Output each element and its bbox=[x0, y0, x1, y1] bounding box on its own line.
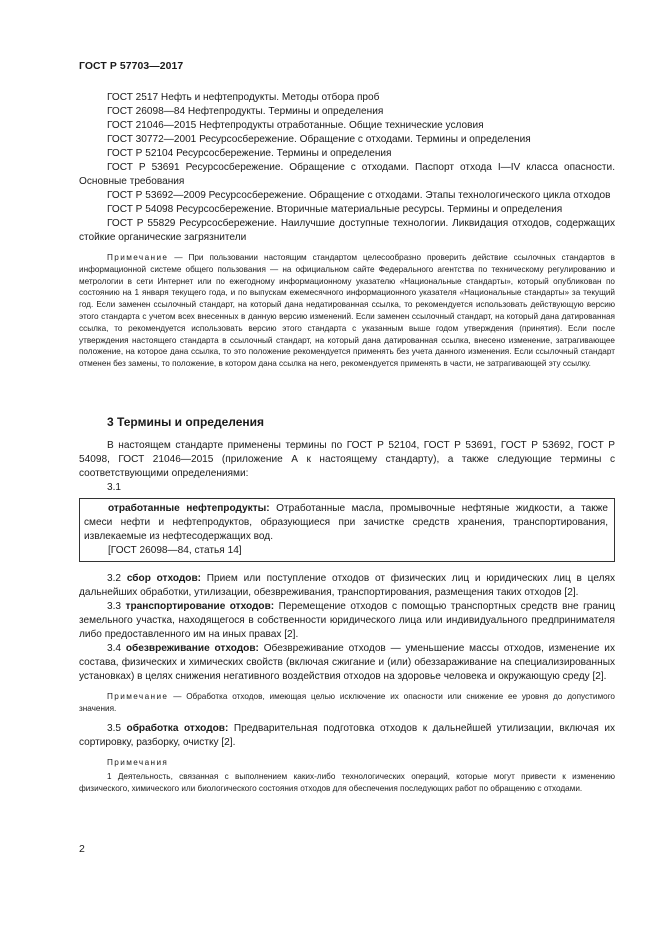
term-number: 3.3 bbox=[107, 600, 126, 612]
term-3-1-definition: Отработанные масла, промывочные нефтяные жидкости, а также смеси нефти и нефтепродуктов, образующиеся при зачистке средств хранения, транспортирования, извлекаемые из нефтесодержащих вод. bbox=[84, 502, 608, 542]
page-content bbox=[79, 91, 615, 795]
note-text: — Обработка отходов, имеющая целью исключение их опасности или снижение ее уровня до допустимого значения. bbox=[79, 691, 615, 713]
reference-item: ГОСТ 30772—2001 Ресурсосбережение. Обращение с отходами. Термины и определения bbox=[107, 134, 531, 145]
normative-references bbox=[79, 91, 615, 245]
notes-label: Примечания bbox=[107, 757, 169, 767]
term-3-4 bbox=[79, 642, 615, 684]
term-3-5-note-1: 1 Деятельность, связанная с выполнением каких-либо технологических операций, которые могут привести к изменению физического, химического или биологического состояния отходов для обеспечения последующих работ по обращению с отходами. bbox=[79, 772, 615, 794]
reference-item: ГОСТ Р 54098 Ресурсосбережение. Вторичные материальные ресурсы. Термины и определения bbox=[107, 204, 563, 215]
note-text: — При пользовании настоящим стандартом целесообразно проверить действие ссылочных стандартов в информационной системе общего пользования — на официальном сайте Федерального агентства по техническому регулированию и метрологии в сети Интернет или по ежегодному информационному указателю «Национальные стандарты», который опубликован по состоянию на 1 января текущего года, и по выпускам ежемесячного информационного указателя «Национальные стандарты» за текущий год. Если заменен ссылочный стандарт, на который дана недатированная ссылка, то рекомендуется использовать действующую версию этого стандарта с учетом всех внесенных в данную версию изменений. Если заменен ссылочный стандарт, на который дана датированная ссылка, то рекомендуется использовать версию этого стандарта с указанным выше годом утверждения (принятия). Если после утверждения настоящего стандарта в ссылочный стандарт, на который дана датированная ссылка, внесено изменение, затрагивающее положение, на которое дана ссылка, то это положение рекомендуется применять без учета данного изменения. Если ссылочный стандарт отменен без замены, то положение, в котором дана ссылка на него, рекомендуется применять в части, не затрагивающей эту ссылку. bbox=[79, 253, 615, 369]
reference-item: ГОСТ 26098—84 Нефтепродукты. Термины и определения bbox=[107, 106, 384, 117]
section-title: 3 Термины и определения bbox=[107, 414, 265, 429]
note-label: Примечание bbox=[107, 253, 169, 262]
section-intro: В настоящем стандарте применены термины по ГОСТ Р 52104, ГОСТ Р 53691, ГОСТ Р 53692, ГОСТ Р 54098, ГОСТ 21046—2015 (приложение А к настоящему стандарту), а также следующие термины с соответствующими определениями: bbox=[79, 439, 615, 479]
reference-item: ГОСТ Р 53691 Ресурсосбережение. Обращение с отходами. Паспорт отхода I—IV класса опасности. Основные требования bbox=[79, 162, 615, 187]
term-number: 3.2 bbox=[107, 572, 127, 584]
reference-item: ГОСТ 2517 Нефть и нефтепродукты. Методы отбора проб bbox=[107, 92, 380, 103]
term-3-4-note bbox=[79, 691, 615, 715]
term-definition: Предварительная подготовка отходов к дальнейшей утилизации, включая их сортировку, разборку, очистку [2]. bbox=[79, 722, 616, 748]
term-3-2 bbox=[79, 572, 615, 600]
term-name: обработка отходов: bbox=[126, 722, 229, 734]
term-name: сбор отходов: bbox=[126, 572, 202, 584]
page-number: 2 bbox=[79, 843, 85, 855]
standard-header: ГОСТ Р 57703—2017 bbox=[79, 61, 184, 72]
term-3-3 bbox=[79, 600, 615, 642]
term-definition: Обезвреживание отходов — уменьшение массы отходов, изменение их состава, физических и химических свойств (включая сжигание и (или) обеззараживание на специализированных установках) в целях снижения негативного воздействия отходов на здоровье человека и окружающую среду [2]. bbox=[79, 642, 615, 682]
references-note bbox=[79, 252, 615, 370]
term-definition: Перемещение отходов с помощью транспортных средств вне границ земельного участка, находящегося в собственности юридического лица или индивидуального предпринимателя либо предоставленного им на иных правах [2]. bbox=[79, 600, 615, 640]
term-definition: Прием или поступление отходов от физических лиц и юридических лиц в целях дальнейших обработки, утилизации, обезвреживания, транспортирования, размещения таких отходов [2]. bbox=[79, 572, 616, 598]
note-label: Примечание bbox=[107, 691, 169, 701]
term-3-5 bbox=[79, 722, 615, 750]
reference-item: ГОСТ Р 52104 Ресурсосбережение. Термины и определения bbox=[107, 148, 392, 159]
reference-item: ГОСТ 21046—2015 Нефтепродукты отработанные. Общие технические условия bbox=[107, 120, 484, 131]
term-name: транспортирование отходов: bbox=[125, 600, 275, 612]
term-number: 3.5 bbox=[107, 722, 127, 734]
reference-item: ГОСТ Р 53692—2009 Ресурсосбережение. Обращение с отходами. Этапы технологического цикла отходов bbox=[107, 190, 611, 201]
term-3-5-notes-label bbox=[79, 757, 615, 769]
term-name: обезвреживание отходов: bbox=[125, 642, 259, 654]
term-3-1-name: отработанные нефтепродукты: bbox=[108, 502, 270, 514]
reference-item: ГОСТ Р 55829 Ресурсосбережение. Наилучшие доступные технологии. Ликвидация отходов, содержащих стойкие органические загрязнители bbox=[79, 218, 615, 243]
term-3-1-box bbox=[79, 498, 615, 562]
term-number: 3.4 bbox=[107, 642, 126, 654]
term-3-1-source: [ГОСТ 26098—84, статья 14] bbox=[108, 544, 242, 556]
term-3-1-number: 3.1 bbox=[107, 481, 122, 493]
